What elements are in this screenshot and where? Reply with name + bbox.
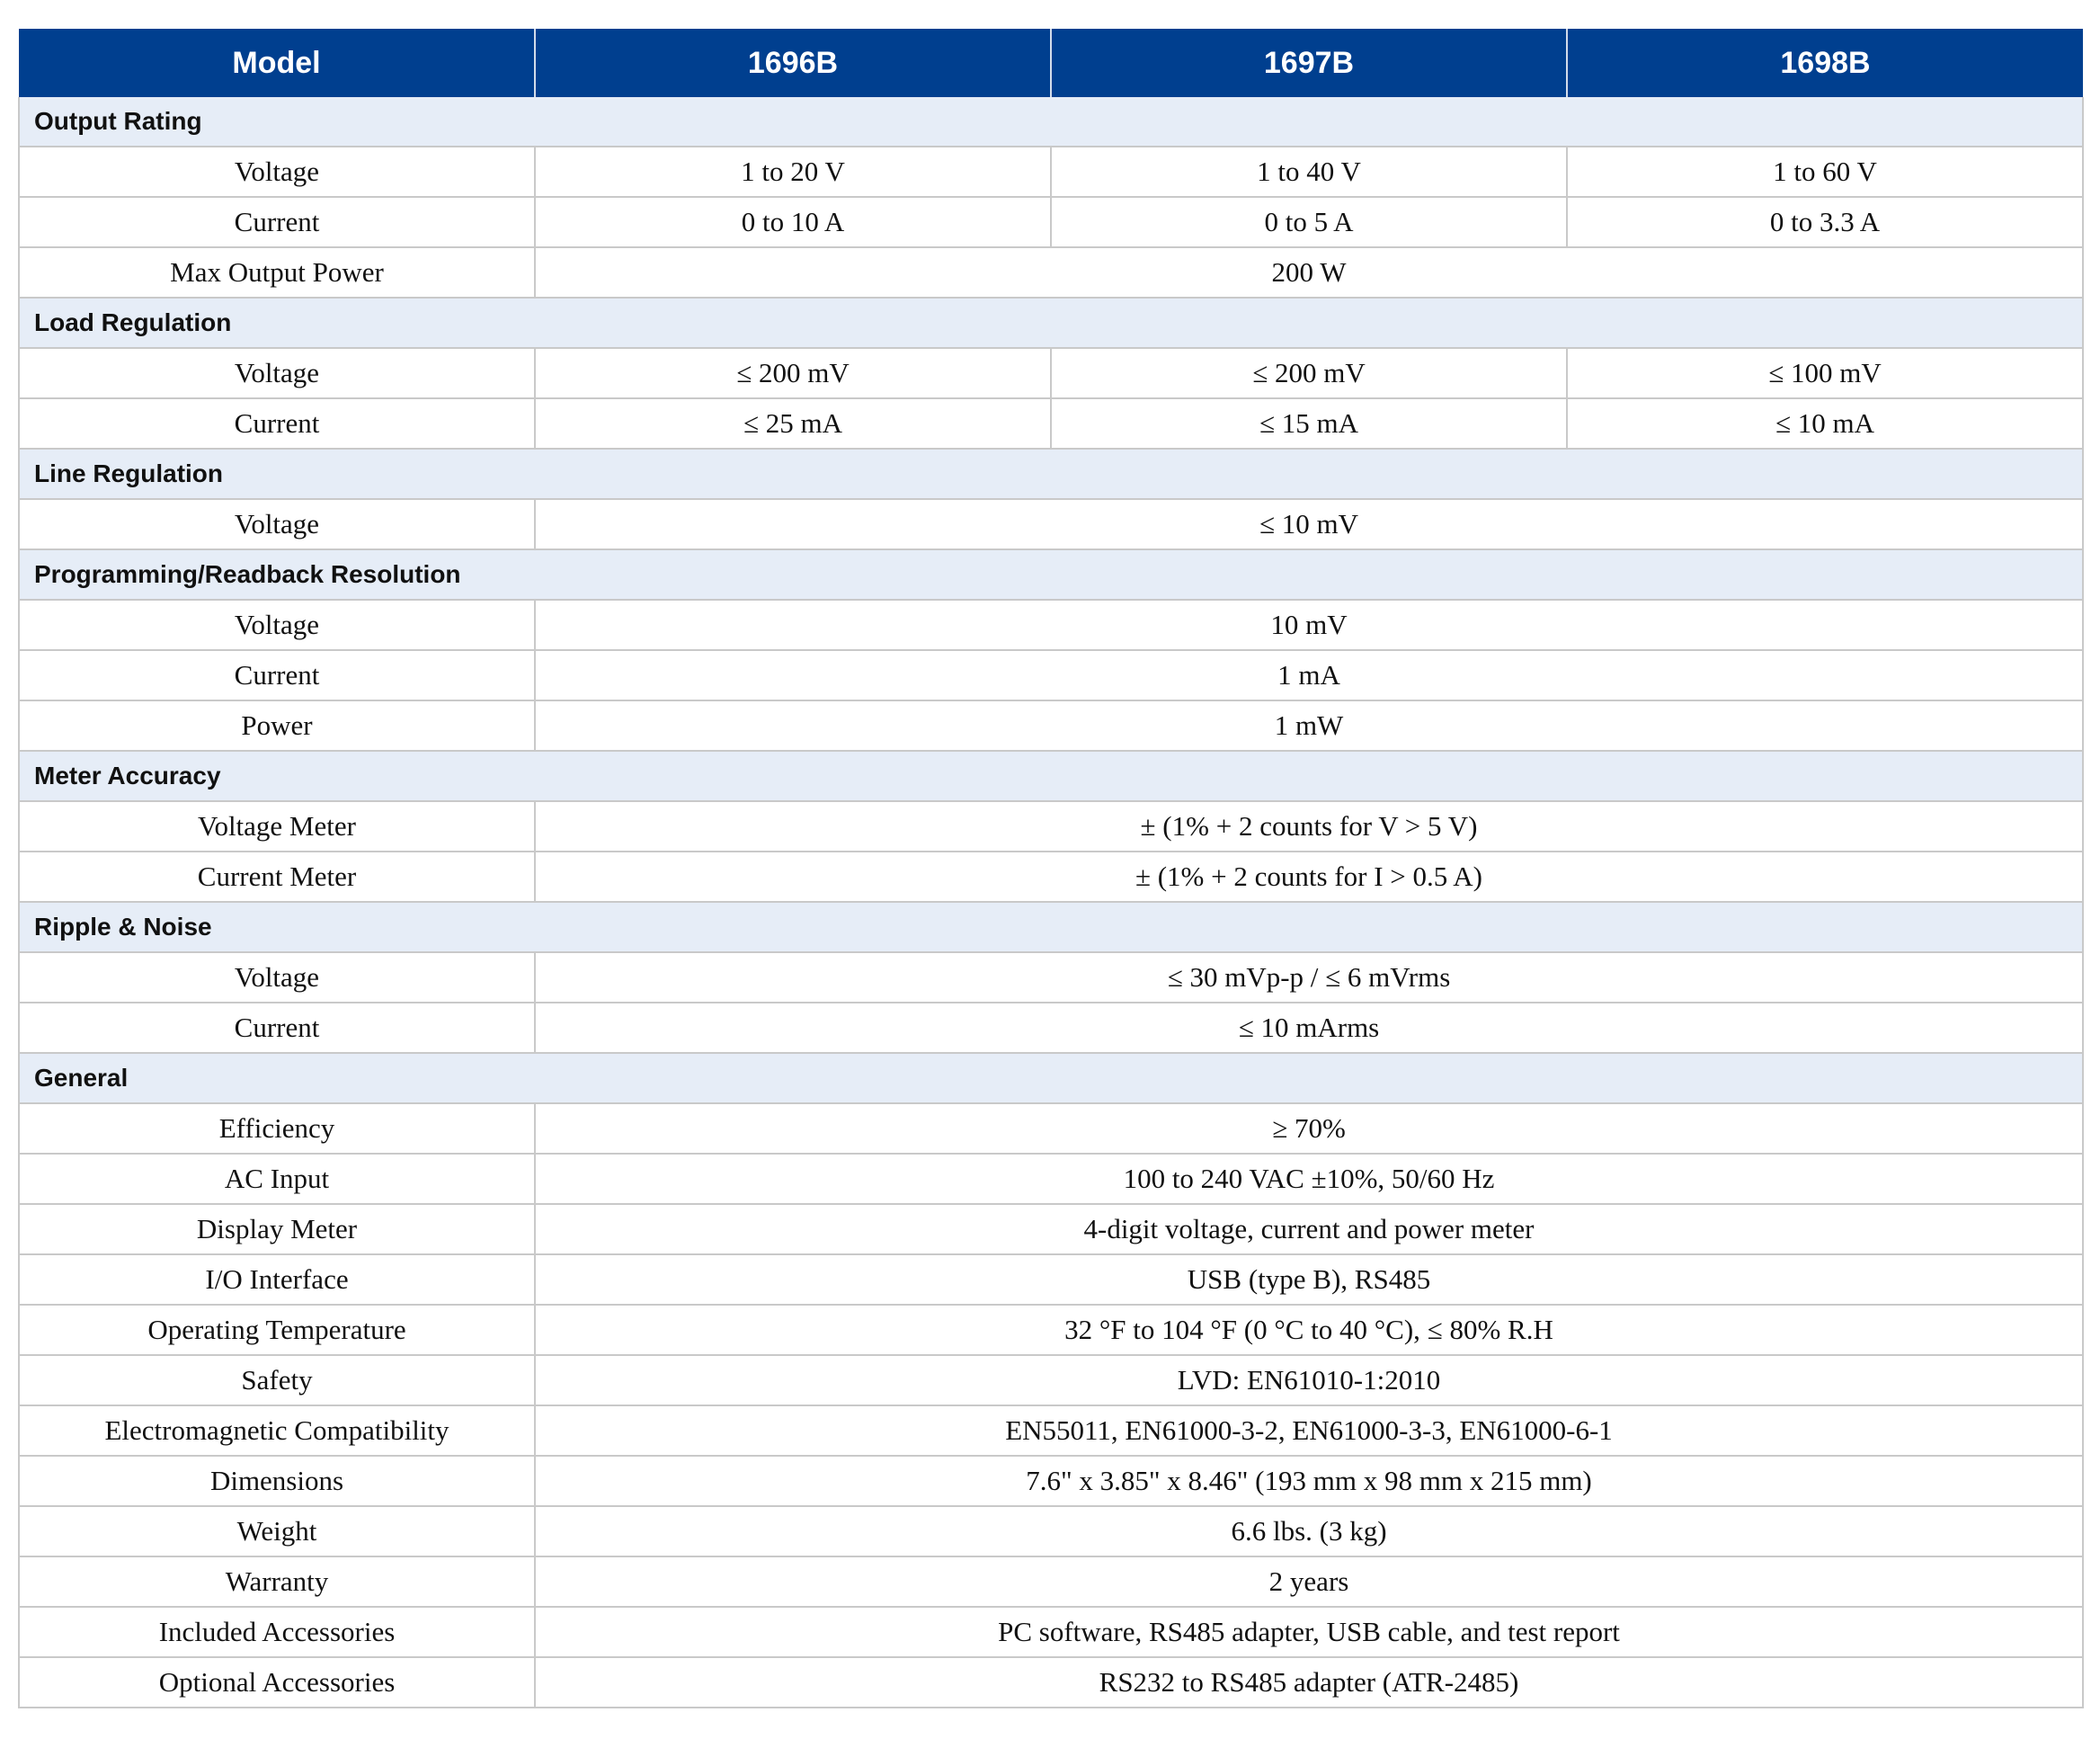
header-model-1696b: 1696B: [535, 29, 1051, 97]
row-value-1697b: ≤ 200 mV: [1051, 348, 1567, 398]
table-row: [19, 1305, 2083, 1355]
row-value-all-models: 1 mW: [535, 700, 2083, 751]
row-label: Dimensions: [19, 1456, 535, 1506]
row-value-all-models: RS232 to RS485 adapter (ATR-2485): [535, 1657, 2083, 1708]
table-row: [19, 398, 2083, 449]
row-value-all-models: 1 mA: [535, 650, 2083, 700]
section-row-meter-accuracy: [19, 751, 2083, 801]
header-model-1698b: 1698B: [1567, 29, 2083, 97]
section-title: Load Regulation: [19, 298, 2083, 348]
row-value-1697b: 0 to 5 A: [1051, 197, 1567, 247]
table-row: [19, 1607, 2083, 1657]
section-row-programming-readback-resolution: [19, 549, 2083, 600]
table-row: [19, 1657, 2083, 1708]
section-title: Line Regulation: [19, 449, 2083, 499]
row-value-all-models: PC software, RS485 adapter, USB cable, and test report: [535, 1607, 2083, 1657]
table-row: [19, 1003, 2083, 1053]
row-value-all-models: 200 W: [535, 247, 2083, 298]
row-label: Voltage: [19, 348, 535, 398]
table-header: [19, 29, 2083, 97]
row-value-1697b: ≤ 15 mA: [1051, 398, 1567, 449]
row-value-all-models: ± (1% + 2 counts for V > 5 V): [535, 801, 2083, 852]
table-row: [19, 1506, 2083, 1556]
table-row: [19, 650, 2083, 700]
row-label: Operating Temperature: [19, 1305, 535, 1355]
header-row: [19, 29, 2083, 97]
table-row: [19, 1556, 2083, 1607]
row-value-1698b: ≤ 100 mV: [1567, 348, 2083, 398]
row-value-1696b: 1 to 20 V: [535, 147, 1051, 197]
section-title: Ripple & Noise: [19, 902, 2083, 952]
row-value-1696b: ≤ 200 mV: [535, 348, 1051, 398]
row-value-1696b: ≤ 25 mA: [535, 398, 1051, 449]
table-row: [19, 600, 2083, 650]
row-value-all-models: ≤ 10 mArms: [535, 1003, 2083, 1053]
table-row: [19, 1103, 2083, 1154]
section-title: Output Rating: [19, 97, 2083, 147]
row-label: Efficiency: [19, 1103, 535, 1154]
section-title: General: [19, 1053, 2083, 1103]
row-value-1696b: 0 to 10 A: [535, 197, 1051, 247]
table-row: [19, 197, 2083, 247]
row-label: Voltage Meter: [19, 801, 535, 852]
row-label: I/O Interface: [19, 1254, 535, 1305]
row-label: Weight: [19, 1506, 535, 1556]
row-label: Optional Accessories: [19, 1657, 535, 1708]
row-label: Current: [19, 398, 535, 449]
table-row: [19, 348, 2083, 398]
row-label: Max Output Power: [19, 247, 535, 298]
row-label: Current: [19, 197, 535, 247]
row-value-all-models: 10 mV: [535, 600, 2083, 650]
section-row-output-rating: [19, 97, 2083, 147]
table-row: [19, 147, 2083, 197]
table-row: [19, 1154, 2083, 1204]
table-row: [19, 952, 2083, 1003]
row-value-all-models: ≤ 30 mVp-p / ≤ 6 mVrms: [535, 952, 2083, 1003]
section-row-ripple-noise: [19, 902, 2083, 952]
row-value-all-models: 6.6 lbs. (3 kg): [535, 1506, 2083, 1556]
row-label: Voltage: [19, 600, 535, 650]
row-label: Safety: [19, 1355, 535, 1405]
table-row: [19, 1254, 2083, 1305]
row-label: Warranty: [19, 1556, 535, 1607]
row-value-1698b: 0 to 3.3 A: [1567, 197, 2083, 247]
section-row-line-regulation: [19, 449, 2083, 499]
table-row: [19, 1204, 2083, 1254]
table-row: [19, 700, 2083, 751]
row-label: Current Meter: [19, 852, 535, 902]
row-label: Current: [19, 650, 535, 700]
table-row: [19, 247, 2083, 298]
row-label: Voltage: [19, 499, 535, 549]
table-row: [19, 1456, 2083, 1506]
header-model-label: Model: [19, 29, 535, 97]
row-value-1698b: ≤ 10 mA: [1567, 398, 2083, 449]
section-row-load-regulation: [19, 298, 2083, 348]
row-label: Power: [19, 700, 535, 751]
spec-table: [18, 29, 2084, 1708]
row-value-all-models: LVD: EN61010-1:2010: [535, 1355, 2083, 1405]
row-label: Current: [19, 1003, 535, 1053]
row-value-all-models: 4-digit voltage, current and power meter: [535, 1204, 2083, 1254]
row-value-all-models: 7.6" x 3.85" x 8.46" (193 mm x 98 mm x 215 mm): [535, 1456, 2083, 1506]
row-value-1698b: 1 to 60 V: [1567, 147, 2083, 197]
row-label: Voltage: [19, 952, 535, 1003]
row-label: Display Meter: [19, 1204, 535, 1254]
row-value-all-models: 2 years: [535, 1556, 2083, 1607]
table-body: [19, 97, 2083, 1708]
table-row: [19, 801, 2083, 852]
row-label: AC Input: [19, 1154, 535, 1204]
section-title: Meter Accuracy: [19, 751, 2083, 801]
row-label: Voltage: [19, 147, 535, 197]
header-model-1697b: 1697B: [1051, 29, 1567, 97]
row-value-all-models: ≤ 10 mV: [535, 499, 2083, 549]
table-row: [19, 1405, 2083, 1456]
table-row: [19, 499, 2083, 549]
section-title: Programming/Readback Resolution: [19, 549, 2083, 600]
row-value-all-models: EN55011, EN61000-3-2, EN61000-3-3, EN61000-6-1: [535, 1405, 2083, 1456]
row-label: Included Accessories: [19, 1607, 535, 1657]
row-value-all-models: 100 to 240 VAC ±10%, 50/60 Hz: [535, 1154, 2083, 1204]
row-value-1697b: 1 to 40 V: [1051, 147, 1567, 197]
row-value-all-models: ± (1% + 2 counts for I > 0.5 A): [535, 852, 2083, 902]
table-row: [19, 1355, 2083, 1405]
row-label: Electromagnetic Compatibility: [19, 1405, 535, 1456]
section-row-general: [19, 1053, 2083, 1103]
table-row: [19, 852, 2083, 902]
row-value-all-models: USB (type B), RS485: [535, 1254, 2083, 1305]
row-value-all-models: 32 °F to 104 °F (0 °C to 40 °C), ≤ 80% R.H: [535, 1305, 2083, 1355]
row-value-all-models: ≥ 70%: [535, 1103, 2083, 1154]
